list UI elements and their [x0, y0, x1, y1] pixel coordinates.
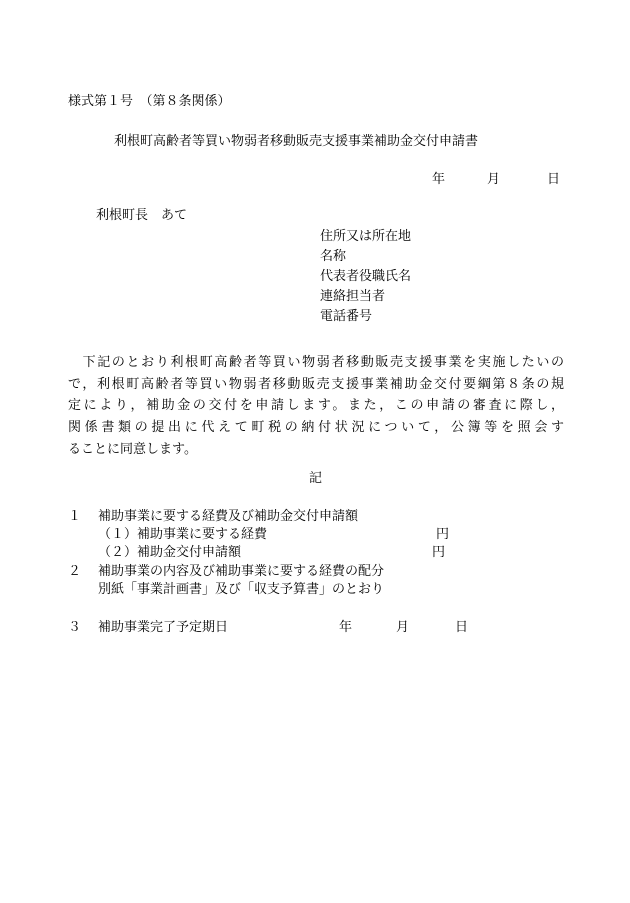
body-line: 関係書類の提出に代えて町税の納付状況について，公簿等を照会す — [68, 420, 564, 436]
item2-detail: 別紙「事業計画書」及び「収支予算書」のとおり — [98, 582, 385, 597]
item1-sub1-label: （１）補助事業に要する経費 — [98, 527, 268, 542]
ki-marker: 記 — [309, 471, 323, 486]
item2-number: ２ — [68, 564, 82, 579]
item1-sub2-unit: 円 — [432, 545, 446, 560]
addressee: 利根町長 あて — [96, 208, 188, 223]
body-line: で，利根町高齢者等買い物弱者移動販売支援事業補助金交付要綱第８条の規 — [68, 376, 564, 392]
form-title: 利根町高齢者等買い物弱者移動販売支援事業補助金交付申請書 — [114, 134, 479, 149]
field-phone: 電話番号 — [320, 309, 373, 324]
body-paragraph — [68, 352, 564, 460]
form-number: 様式第１号 （第８条関係） — [68, 94, 231, 109]
item1-sub2-label: （２）補助金交付申請額 — [98, 545, 242, 560]
field-name: 名称 — [320, 249, 347, 264]
item3-year-label: 年 — [339, 620, 353, 635]
field-contact-person: 連絡担当者 — [320, 289, 386, 304]
body-line: 下記のとおり利根町高齢者等買い物弱者移動販売支援事業を実施したいの — [68, 355, 564, 370]
body-line: 定により，補助金の交付を申請します。また，この申請の審査に際し， — [68, 398, 564, 414]
item3-label: 補助事業完了予定期日 — [98, 620, 229, 635]
item2-label: 補助事業の内容及び補助事業に要する経費の配分 — [98, 564, 385, 579]
date-year-label: 年 — [432, 172, 446, 187]
field-representative: 代表者役職氏名 — [320, 269, 412, 284]
item1-number: １ — [68, 509, 82, 524]
item1-label: 補助事業に要する経費及び補助金交付申請額 — [98, 509, 359, 524]
date-day-label: 日 — [547, 172, 561, 187]
field-address: 住所又は所在地 — [320, 229, 412, 244]
item1-sub1-unit: 円 — [436, 527, 450, 542]
item3-day-label: 日 — [455, 620, 469, 635]
item3-number: ３ — [68, 620, 82, 635]
date-month-label: 月 — [487, 172, 501, 187]
item3-month-label: 月 — [396, 620, 410, 635]
body-line: ることに同意します。 — [68, 441, 197, 457]
